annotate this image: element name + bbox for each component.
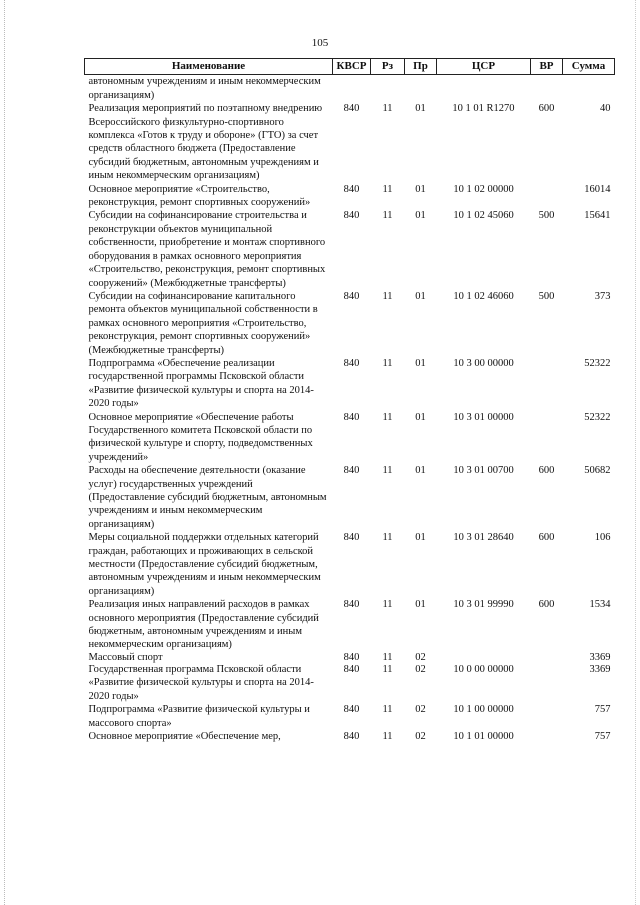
table-row	[85, 730, 615, 743]
budget-table	[84, 58, 615, 743]
cell-name: Субсидии на софинансирование строительства и реконструкции объектов муниципальной собственности, приобретение и монтаж спортивного оборудования в рамках основного мероприятия «Строительство, реконструкция, ремонт спортивных сооружений» (Межбюджетные трансферты)	[88, 210, 326, 289]
cell-pr: 01	[415, 411, 426, 423]
header-vr: ВР	[531, 59, 563, 75]
cell-sum: 50682	[584, 465, 611, 477]
cell-sum: 16014	[584, 183, 611, 195]
cell-rz	[371, 75, 405, 102]
table-row	[85, 531, 615, 598]
cell-vr: 500	[538, 290, 555, 302]
cell-pr: 01	[415, 465, 426, 477]
cell-rz: 11	[382, 599, 393, 611]
cell-csr: 10 1 02 45060	[453, 210, 514, 222]
scan-edge-left	[4, 0, 6, 905]
table-row	[85, 102, 615, 182]
cell-pr: 01	[415, 532, 426, 544]
header-rz: Рз	[371, 59, 405, 75]
cell-name: Массовый спорт	[88, 651, 163, 663]
header-kvsr: КВСР	[333, 59, 371, 75]
table-row	[85, 290, 615, 357]
cell-kvsr: 840	[343, 290, 360, 302]
cell-sum: 15641	[584, 210, 611, 222]
cell-csr: 10 3 00 00000	[453, 357, 514, 369]
cell-vr	[531, 663, 563, 703]
table-row	[85, 464, 615, 531]
cell-csr	[437, 75, 531, 102]
cell-pr: 01	[415, 103, 426, 115]
cell-name: Субсидии на софинансирование капитального ремонта объектов муниципальной собственности в рамках основного мероприятия «Строительство, реконструкция, ремонт спортивных сооружений» (Межбюджетные трансферты)	[88, 290, 318, 356]
cell-rz: 11	[382, 290, 393, 302]
cell-kvsr: 840	[343, 651, 360, 663]
scan-edge-right	[635, 0, 637, 905]
cell-name: Реализация мероприятий по поэтапному внедрению Всероссийского физкультурно-спортивного комплекса «Готов к труду и обороне» (ГТО) за счет средств областного бюджета (Предоставление субсидий бюджетным, автономным учреждениям и иным некоммерческим организациям)	[88, 103, 323, 182]
cell-kvsr	[333, 75, 371, 102]
cell-pr: 01	[415, 183, 426, 195]
cell-kvsr: 840	[343, 599, 360, 611]
header-name: Наименование	[85, 59, 333, 75]
cell-vr	[531, 183, 563, 210]
cell-vr: 600	[538, 599, 555, 611]
cell-rz: 11	[382, 663, 393, 675]
cell-rz: 11	[382, 651, 393, 663]
cell-sum: 3369	[589, 651, 611, 663]
cell-rz: 11	[382, 103, 393, 115]
cell-kvsr: 840	[343, 103, 360, 115]
cell-kvsr: 840	[343, 704, 360, 716]
cell-sum: 52322	[584, 411, 611, 423]
cell-sum: 40	[600, 103, 611, 115]
table-body	[85, 75, 615, 743]
table-row	[85, 663, 615, 703]
cell-csr: 10 3 01 99990	[453, 599, 514, 611]
table-header	[85, 59, 615, 75]
cell-vr	[531, 703, 563, 730]
cell-pr: 01	[415, 210, 426, 222]
cell-kvsr: 840	[343, 532, 360, 544]
cell-name: автономным учреждениям и иным некоммерческим организациям)	[88, 76, 321, 101]
page-number: 105	[311, 37, 329, 49]
cell-vr: 500	[538, 210, 555, 222]
cell-kvsr: 840	[343, 411, 360, 423]
cell-kvsr: 840	[343, 730, 360, 742]
cell-rz: 11	[382, 411, 393, 423]
cell-sum: 3369	[589, 663, 611, 675]
cell-kvsr: 840	[343, 210, 360, 222]
cell-sum	[563, 75, 615, 102]
table-row	[85, 75, 615, 102]
cell-pr: 02	[415, 704, 426, 716]
cell-sum: 106	[594, 532, 611, 544]
table-row	[85, 703, 615, 730]
cell-csr: 10 1 01 00000	[453, 730, 514, 742]
cell-kvsr: 840	[343, 663, 360, 675]
cell-csr: 10 3 01 28640	[453, 532, 514, 544]
cell-pr: 01	[415, 357, 426, 369]
table-row	[85, 411, 615, 465]
cell-name: Реализация иных направлений расходов в рамках основного мероприятия (Предоставление субсидий бюджетным, автономным учреждениям и иным некоммерческим организациям)	[88, 599, 319, 651]
cell-name: Расходы на обеспечение деятельности (оказание услуг) государственных учреждений (Предоставление субсидий бюджетным, автономным учреждениям и иным некоммерческим организациям)	[88, 465, 327, 530]
cell-vr	[531, 652, 563, 663]
table-row	[85, 209, 615, 289]
cell-name: Государственная программа Псковской области «Развитие физической культуры и спорта на 2014-2020 годы»	[88, 663, 314, 702]
cell-csr: 10 0 00 00000	[453, 663, 514, 675]
cell-vr: 600	[538, 103, 555, 115]
cell-pr: 01	[415, 290, 426, 302]
cell-csr: 10 1 02 46060	[453, 290, 514, 302]
cell-rz: 11	[382, 357, 393, 369]
cell-sum: 52322	[584, 357, 611, 369]
cell-rz: 11	[382, 730, 393, 742]
cell-rz: 11	[382, 183, 393, 195]
cell-vr: 600	[538, 465, 555, 477]
cell-name: Подпрограмма «Развитие физической культуры и массового спорта»	[88, 704, 310, 729]
cell-pr: 02	[415, 651, 426, 663]
cell-kvsr: 840	[343, 183, 360, 195]
cell-rz: 11	[382, 465, 393, 477]
cell-kvsr: 840	[343, 465, 360, 477]
cell-pr: 01	[415, 599, 426, 611]
cell-rz: 11	[382, 210, 393, 222]
cell-vr	[531, 75, 563, 102]
cell-name: Основное мероприятие «Строительство, реконструкция, ремонт спортивных сооружений»	[88, 183, 311, 209]
cell-csr: 10 1 01 R1270	[452, 103, 515, 115]
cell-sum: 373	[594, 290, 611, 302]
table-row	[85, 652, 615, 663]
table-row	[85, 183, 615, 210]
cell-sum: 1534	[589, 599, 611, 611]
cell-csr: 10 1 00 00000	[453, 704, 514, 716]
cell-name: Меры социальной поддержки отдельных категорий граждан, работающих и проживающих в сельской местности (Предоставление субсидий бюджетным, автономным учреждениям и иным некоммерческим организациям)	[88, 532, 321, 597]
cell-name: Основное мероприятие «Обеспечение работы Государственного комитета Псковской области по физической культуре и спорту, подведомственных учреждений»	[88, 411, 313, 463]
table-row	[85, 357, 615, 411]
cell-vr	[531, 411, 563, 465]
cell-name: Основное мероприятие «Обеспечение мер,	[88, 730, 281, 742]
cell-vr: 600	[538, 532, 555, 544]
cell-vr	[531, 357, 563, 411]
cell-rz: 11	[382, 532, 393, 544]
header-csr: ЦСР	[437, 59, 531, 75]
cell-vr	[531, 730, 563, 743]
cell-pr: 02	[415, 730, 426, 742]
table-row	[85, 598, 615, 652]
cell-kvsr: 840	[343, 357, 360, 369]
cell-sum: 757	[594, 704, 611, 716]
cell-csr: 10 1 02 00000	[453, 183, 514, 195]
header-sum: Сумма	[563, 59, 615, 75]
cell-csr	[437, 652, 531, 663]
cell-pr: 02	[415, 663, 426, 675]
cell-name: Подпрограмма «Обеспечение реализации государственной программы Псковской области «Развитие физической культуры и спорта на 2014-2020 годы»	[88, 357, 314, 410]
header-pr: Пр	[405, 59, 437, 75]
cell-sum: 757	[594, 730, 611, 742]
cell-pr	[405, 75, 437, 102]
cell-rz: 11	[382, 704, 393, 716]
cell-csr: 10 3 01 00700	[453, 465, 514, 477]
cell-csr: 10 3 01 00000	[453, 411, 514, 423]
